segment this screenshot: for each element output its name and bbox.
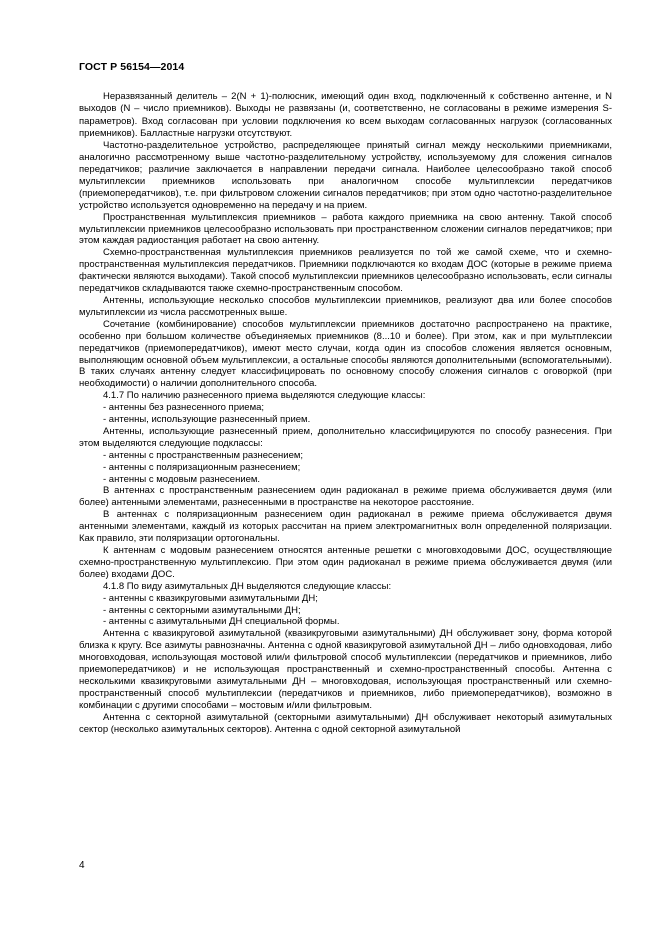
list-item: - антенны с квазикруговыми азимутальными ДН; (103, 592, 318, 604)
list-item: - антенны с поляризационным разнесением; (103, 461, 301, 473)
paragraph-frequency-separating-device: Частотно-разделительное устройство, распределяющее принятый сигнал между несколькими приемниками, аналогично рассмотренному выше частотно-разделительному устройству, используемому для сложения сигналов передатчиков; различие заключается в направлении передачи сигнала. Наиболее целесообразно такой способ мультиплексии приемников использовать при аналогичном способе мультиплексии передатчиков (приемопередатчиков), т.е. при фильтровом сложении сигналов передатчиков; при этом одно частотно-разделительное устройство используется одновременно на передачу и на прием. (79, 140, 612, 211)
paragraph-nonisolated-divider: Неразвязанный делитель – 2(N + 1)-полюсник, имеющий один вход, подключенный к собственно антенне, и N выходов (N – число приемников). Выходы не развязаны (и, соответственно, не согласованы в режиме измерения S-параметров). Вход согласован при условии подключения ко всем выходам согласованных нагрузок (согласованных приемников). Балластные нагрузки отсутствуют. (79, 91, 612, 139)
paragraph-diversity-subclasses: Антенны, использующие разнесенный прием, дополнительно классифицируются по способу разнесения. При этом выделяются следующие подклассы: (79, 425, 612, 449)
list-item: - антенны, использующие разнесенный прием. (103, 414, 311, 426)
list-item: - антенны без разнесенного приема; (103, 402, 265, 414)
page-number: 4 (79, 860, 85, 871)
body-text (79, 91, 612, 736)
paragraph-multiple-methods: Антенны, использующие несколько способов мультиплексии приемников, реализуют два или более способов мультиплексии из числа рассмотренных выше. (79, 294, 612, 318)
paragraph-circuit-spatial-multiplexing: Схемно-пространственная мультиплексия приемников реализуется по той же самой схеме, что и схемно-пространственная мультиплексия передатчиков. Приемники подключаются ко входам ДОС (которые в режиме приема фактически являются выходами). Такой способ мультиплексии приемников целесообразно использовать, если сигналы передатчиков складываются также схемно-пространственным способом. (79, 247, 612, 295)
paragraph-4-1-8: 4.1.8 По виду азимутальных ДН выделяются следующие классы: (103, 580, 392, 592)
paragraph-quasi-circular-antenna: Антенна с квазикруговой азимутальной (квазикруговыми азимутальными) ДН обслуживает зону, форма которой близка к кругу. Все азимуты равнозначны. Антенна с одной квазикруговой азимутальной ДН – либо одновходовая, либо многовходовая, использующая мостовой или/и фильтровой способ мультиплексии (передатчиков и приемников, либо приемопередатчиков) и не использующая пространственный и схемно-пространственный способы. Антенна с несколькими квазикруговыми азимутальными ДН – многовходовая, использующая пространственный или схемно-пространственный способ мультиплексии (передатчиков и приемников, либо приемопередатчиков), возможно в комбинации с другими способами – мостовым и/или фильтровым. (79, 628, 612, 711)
list-item: - антенны с модовым разнесением. (103, 473, 261, 485)
paragraph-spatial-diversity: В антеннах с пространственным разнесением один радиоканал в режиме приема обслуживается двумя (или более) антенными элементами, разнесенными в пространстве на некоторое расстояние. (79, 485, 612, 509)
paragraph-polarization-diversity: В антеннах с поляризационным разнесением один радиоканал в режиме приема обслуживается двумя антенными элементами, каждый из которых рассчитан на прием электромагнитных волн определенной поляризации. Как правило, эти поляризации ортогональны. (79, 509, 612, 545)
list-item: - антенны с азимутальными ДН специальной формы. (103, 616, 340, 628)
paragraph-combination-methods: Сочетание (комбинирование) способов мультиплексии приемников достаточно распространено на практике, особенно при большом количестве объединяемых приемников (8...10 и более). При этом, как и при мультплексии передатчиков (приемопередатчиков), имеют место случаи, когда один из способов сложения является основным, выполняющим основной объем мультиплексии, а остальные способы являются дополнительными (вспомогательными). В таких случаях антенну следует классифицировать по основному способу сложения сигналов с оговоркой (при необходимости) о наличии дополнительного способа. (79, 318, 612, 390)
paragraph-mode-diversity: К антеннам с модовым разнесением относятся антенные решетки с многовходовыми ДОС, осуществляющие схемно-пространственную мультиплексию. При этом один радиоканал в режиме приема обслуживается двумя (или более) входами ДОС. (79, 545, 612, 580)
paragraph-spatial-multiplexing: Пространственная мультиплексия приемников – работа каждого приемника на свою антенну. Такой способ мультиплексии приемников целесообразно использовать при пространственном сложении сигналов передатчиков; при этом каждая радиостанция работает на свою антенну. (79, 211, 612, 247)
standard-header: ГОСТ Р 56154—2014 (79, 61, 185, 73)
paragraph-sector-antenna: Антенна с секторной азимутальной (секторными азимутальными) ДН обслуживает некоторый азимутальных сектор (несколько азимутальных секторов). Антенна с одной секторной азимутальной (79, 711, 612, 735)
list-item: - антенны с пространственным разнесением; (103, 449, 304, 461)
list-item: - антенны с секторными азимутальными ДН; (103, 604, 301, 616)
paragraph-4-1-7: 4.1.7 По наличию разнесенного приема выделяются следующие классы: (103, 390, 426, 402)
